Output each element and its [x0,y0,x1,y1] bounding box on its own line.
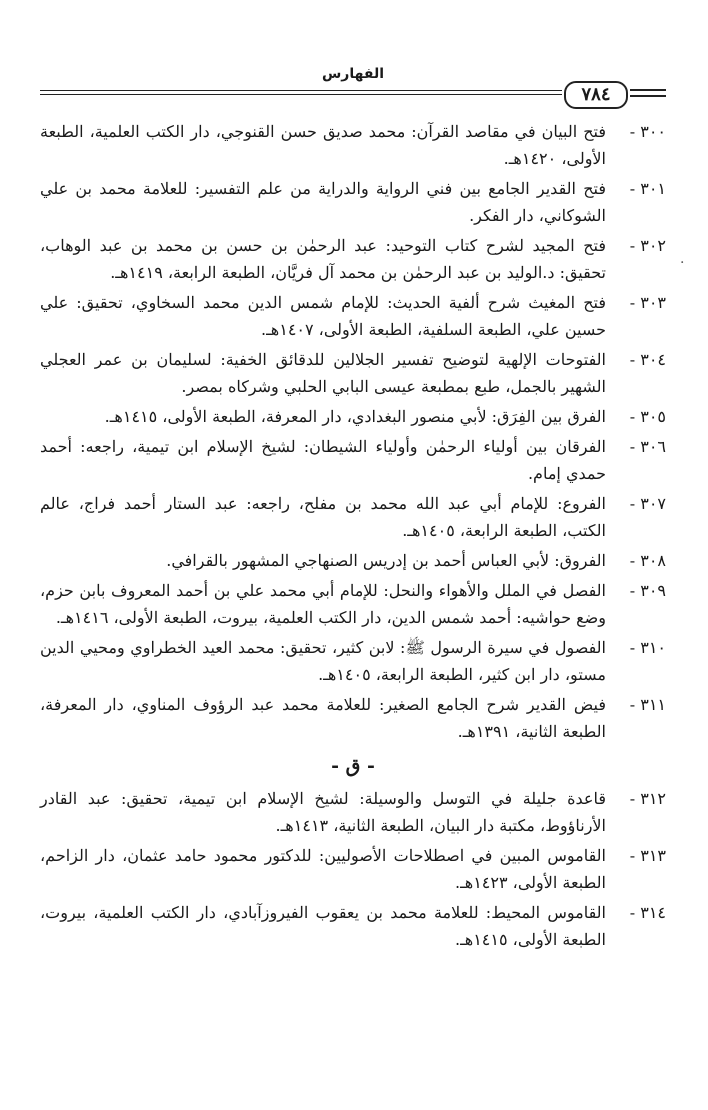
header-short-rule-bottom [630,95,666,97]
entry-text: فتح المجيد لشرح كتاب التوحيد: عبد الرحمٰن بن حسن بن محمد بن عبد الوهاب، تحقيق: د.الوليد بن عبد الرحمٰن بن محمد آل فريَّان، الطبعة الرابعة، ١٤١٩هـ. [40,236,606,282]
entry-text: فتح المغيث شرح ألفية الحديث: للإمام شمس الدين محمد السخاوي، تحقيق: علي حسين علي، الطبعة السلفية، الطبعة الأولى، ١٤٠٧هـ. [40,293,606,339]
entry-number: ٣٠٤ - [629,350,666,369]
entry-number: ٣٠٠ - [629,122,666,141]
entry-number: ٣١٣ - [629,846,666,865]
entry-number: ٣٠٥ - [629,407,666,426]
entry-number: ٣٠٩ - [629,581,666,600]
list-item [40,691,666,745]
list-item [40,634,666,688]
entry-text: الفصل في الملل والأهواء والنحل: للإمام أبي محمد علي بن أحمد المعروف بابن حزم، وضع حواشيه: أحمد شمس الدين، دار الكتب العلمية، بيروت، الطبعة الأولى، ١٤١٦هـ. [40,581,606,627]
list-item [40,785,666,839]
entry-number: ٣٠٨ - [629,551,666,570]
list-item [40,289,666,343]
entry-number: ٣١٠ - [629,638,666,657]
margin-mark: · [680,255,685,271]
list-item [40,899,666,953]
entry-number: ٣١١ - [629,695,666,714]
entry-number: ٣٠٦ - [629,437,666,456]
entry-number: ٣١٢ - [629,789,666,808]
entry-text: الفصول في سيرة الرسول ﷺ: لابن كثير، تحقيق: محمد العيد الخطراوي ومحيي الدين مستو، دار ابن كثير، الطبعة الرابعة، ١٤٠٥هـ. [40,638,606,684]
entry-text: فيض القدير شرح الجامع الصغير: للعلامة محمد عبد الرؤوف المناوي، دار المعرفة، الطبعة الثانية، ١٣٩١هـ. [40,695,606,741]
entry-number: ٣٠٧ - [629,494,666,513]
entry-text: فتح القدير الجامع بين فني الرواية والدراية من علم التفسير: للعلامة محمد بن علي الشوكاني، دار الفكر. [40,179,606,225]
list-item [40,490,666,544]
list-item [40,842,666,896]
page-header [40,60,666,110]
entry-number: ٣٠٣ - [629,293,666,312]
entry-text: الفرق بين الفِرَق: لأبي منصور البغدادي، دار المعرفة، الطبعة الأولى، ١٤١٥هـ. [104,407,606,426]
entry-text: القاموس المبين في اصطلاحات الأصوليين: للدكتور محمود حامد عثمان، دار الزاحم، الطبعة الأولى، ١٤٢٣هـ. [40,846,606,892]
entry-number: ٣١٤ - [629,903,666,922]
list-item [40,547,666,574]
section-heading: - ق - [331,755,375,777]
header-rule-top [40,90,562,91]
entry-text: الفروق: لأبي العباس أحمد بن إدريس الصنهاجي المشهور بالقرافي. [166,551,606,570]
entry-text: قاعدة جليلة في التوسل والوسيلة: لشيخ الإسلام ابن تيمية، تحقيق: عبد القادر الأرناؤوط، مكتبة دار البيان، الطبعة الثانية، ١٤١٣هـ. [40,789,606,835]
entry-text: فتح البيان في مقاصد القرآن: محمد صديق حسن القنوجي، دار الكتب العلمية، الطبعة الأولى، ١٤٢٠هـ. [40,122,606,168]
entry-number: ٣٠٢ - [629,236,666,255]
entry-number: ٣٠١ - [629,179,666,198]
list-item [40,232,666,286]
entry-text: الفتوحات الإلهية لتوضيح تفسير الجلالين للدقائق الخفية: لسليمان بن عمر العجلي الشهير بالجمل، طبع بمطبعة عيسى البابي الحلبي وشركاه بمصر. [40,350,606,396]
list-item [40,577,666,631]
header-short-rule-top [630,89,666,91]
entry-text: الفرقان بين أولياء الرحمٰن وأولياء الشيطان: لشيخ الإسلام ابن تيمية، راجعه: أحمد حمدي إمام. [40,437,606,483]
list-item [40,118,666,172]
header-rule-bottom [40,94,562,95]
list-item [40,433,666,487]
page-title: الفهارس [321,66,384,82]
entry-text: القاموس المحيط: للعلامة محمد بن يعقوب الفيروزآبادي، دار الكتب العلمية، بيروت، الطبعة الأولى، ١٤١٥هـ. [40,903,606,949]
list-item [40,175,666,229]
list-item [40,403,666,430]
bibliography-list [40,118,666,956]
list-item [40,346,666,400]
page-number: ٧٨٤ [564,81,628,109]
entry-text: الفروع: للإمام أبي عبد الله محمد بن مفلح، راجعه: عبد الستار أحمد فراج، عالم الكتب، الطبعة الرابعة، ١٤٠٥هـ. [40,494,606,540]
